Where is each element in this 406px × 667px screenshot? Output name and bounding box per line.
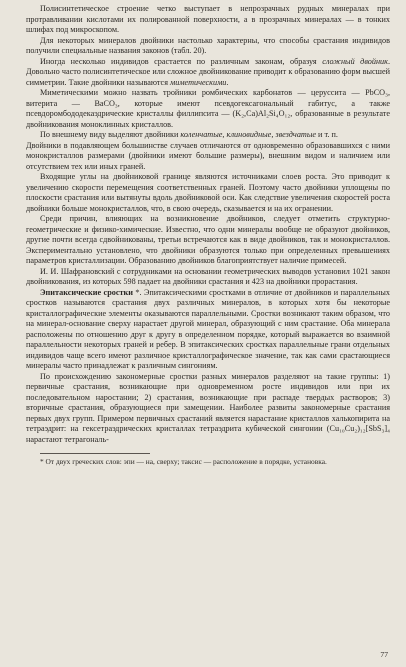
- text-run: По внешнему виду выделяют двойники: [40, 130, 181, 139]
- text-run: Полисинтетическое строение четко выступает в непрозрачных рудных минералах при протравливании кислотами их полированной поверхности, а в прозрачных минералах — в тонких шлифах под микроскопом.: [26, 4, 390, 34]
- paragraph: [26, 57, 390, 89]
- footnote-divider: [40, 453, 150, 454]
- paragraph: [26, 214, 390, 267]
- text-run: .: [226, 77, 229, 87]
- text-run: Входящие углы на двойниковой границе являются источниками слоев роста. Это приводит к увеличению скорости перемещения соответственных граней. Поэтому часто двойники уплощены по плоскости срастания или вытянуты вдоль двойниковой оси. Как следствие увеличения скоростей роста двойники больше монокристаллов, что, в свою очередь, сказывается и на их огранении.: [26, 172, 390, 213]
- footnote: * От двух греческих слов: эпи — на, сверху; таксис — расположение в порядке, установка.: [40, 457, 327, 466]
- text-run: Для некоторых минералов двойники настолько характерны, что способы срастания индивидов получили специальные названия законов (табл. 20).: [26, 35, 390, 55]
- italic-term: коленчатые: [180, 130, 223, 139]
- paragraph: [26, 36, 390, 57]
- text-run: И. И. Шафрановский с сотрудниками на основании геометрических выводов установил 1021 закон двойникования, из которых 598 падает на двойники срастания и 423 на двойники прорастания.: [26, 266, 390, 286]
- text-run: Двойники в подавляющем большинстве случаев отличаются от одновременно образовавшихся с ними монокристаллов размерами (двойники имеют большие размеры), внешним видом и наличием или отсутствием тех или иных граней.: [26, 140, 390, 171]
- text-run: . Довольно часто полисинтетическое или сложное двойникование приводит к образованию форм высшей симметрии. Такие двойники называются: [26, 56, 390, 87]
- italic-term: миметическими: [170, 77, 227, 87]
- paragraph: [26, 372, 390, 446]
- text-run: и т. п.: [316, 130, 338, 139]
- paragraph: [26, 267, 390, 288]
- italic-term: звездчатые: [275, 130, 316, 139]
- page-number: 77: [380, 650, 388, 659]
- paragraph: [26, 141, 390, 173]
- text-run: ,: [222, 130, 227, 139]
- paragraph: [26, 4, 390, 36]
- paragraph: [26, 88, 390, 130]
- text-run: Миметическими можно назвать тройники ромбических карбонатов — церуссита — PbCO₃, витерита — BaCO₃, которые имеют псевдогексагональный габитус, а также псевдоромбододекаэдрические кристаллы филлипсита — (K₂,Ca)Al₂Si₄O₁₂, образованные в результате двойникования моноклинных кристаллов.: [26, 88, 390, 129]
- text-run: Иногда несколько индивидов срастается по различным законам, образуя: [40, 56, 323, 66]
- section-heading: Эпитаксические сростки: [40, 287, 133, 297]
- body-text: [26, 4, 390, 445]
- text-run: Среди причин, влияющих на возникновение двойников, следует отметить структурно-геометрические и физико-химические. Известно, что одни минералы вообще не образуют двойников, другие почти всегда сдвойникованы, третьи встречаются как в виде двойников, так и монокристаллов. Экспериментально установлено, что двойники образуются только при определенных превышениях параметров кристаллизации. Образованию двойников благоприятствует наличие примесей.: [26, 214, 390, 265]
- text-run: ,: [271, 130, 276, 139]
- paragraph: [26, 172, 390, 214]
- text-run: По происхождению закономерные сростки разных минералов разделяют на такие группы: 1) первичные срастания, возникающие при одновременном росте индивидов или при их последовательном наростании; 2) срастания, возникающие при распаде твердых растворов; 3) вторичные срастания, образующиеся при замещении. Наиболее развиты закономерные срастания первых двух групп. Примером первичных срастаний является нарастание кристаллов халькопирита на тетраэдрит: на гексетраэдрических кристаллах тетраэдрита кубической сингонии (Cu₁₀Cu₂)₁₂[SbS₃]₄ нарастают тетрагональ-: [26, 371, 390, 444]
- paragraph: [26, 130, 390, 141]
- italic-term: сложный двойник: [322, 56, 388, 66]
- italic-term: клиновидные: [226, 130, 272, 139]
- text-run: *. Эпитаксическими сростками в отличие от двойников и параллельных сростков называются срастания двух различных минералов, в которых хотя бы некоторые кристаллографические элементы оказываются параллельными. Сростки возникают таким образом, что на минерал-основание сверху нарастает другой минерал, образующий с ним срастание. Оба минерала расположены по отношению друг к другу в определенном порядке, который выражается во взаимной параллельности некоторых граней и ребер. В эпитаксических сростках параллельные грани отдельных индивидов чаще всего имеют различное кристаллографическое значение, так как сами срастающиеся минералы часто принадлежат к различным сингониям.: [26, 287, 390, 370]
- paragraph: [26, 288, 390, 372]
